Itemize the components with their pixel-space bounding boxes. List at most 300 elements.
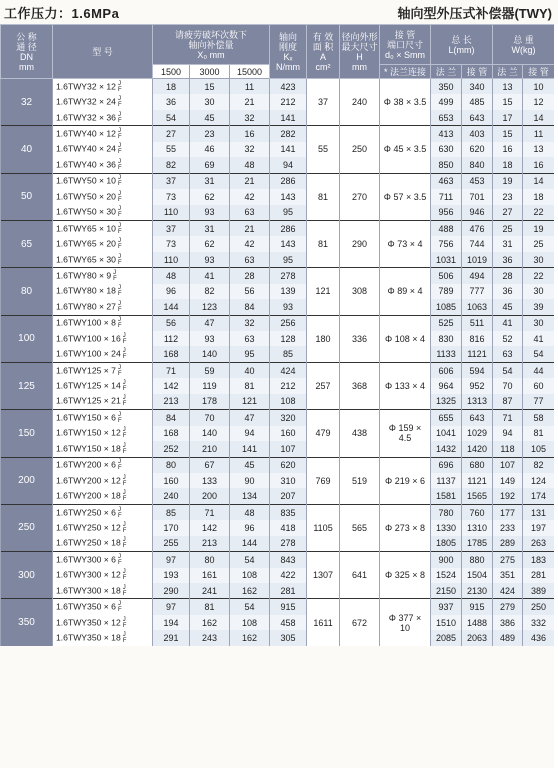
x-3000-cell: 67 [190,457,230,473]
table-row [1,362,555,378]
stiffness-cell: 422 [270,568,307,583]
dn-cell: 65 [1,220,53,267]
length-flange-cell: 964 [431,378,462,393]
pipe-cell: Φ 108 × 4 [380,315,431,362]
length-pipe-cell: 880 [462,552,493,568]
x-1500-cell: 56 [153,315,190,331]
weight-flange-cell: 94 [493,426,523,441]
x-1500-cell: 194 [153,615,190,630]
weight-pipe-cell: 82 [523,457,555,473]
length-flange-cell: 830 [431,331,462,346]
x-1500-cell: 96 [153,284,190,299]
pipe-cell: Φ 325 × 8 [380,552,431,599]
x-1500-cell: 71 [153,362,190,378]
x-3000-cell: 69 [190,157,230,173]
x-1500-cell: 168 [153,346,190,362]
dn-cell: 150 [1,410,53,457]
page-title: 轴向型外压式补偿器(TWY) [397,6,552,21]
weight-flange-cell: 31 [493,236,523,251]
model-cell [53,378,153,393]
length-pipe-cell: 680 [462,457,493,473]
model-cell [53,583,153,599]
area-cell: 1307 [307,552,340,599]
weight-flange-cell: 28 [493,268,523,284]
area-cell: 769 [307,457,340,504]
weight-flange-cell: 386 [493,615,523,630]
height-cell: 308 [340,268,380,315]
x-1500-cell: 54 [153,110,190,126]
area-cell: 37 [307,79,340,126]
dn-cell: 40 [1,126,53,173]
weight-flange-cell: 23 [493,189,523,204]
jf-marker: J F [117,601,122,614]
x-15000-cell: 56 [230,284,270,299]
length-flange-cell: 1330 [431,520,462,535]
x-15000-cell: 42 [230,236,270,251]
table-row [1,236,555,251]
length-flange-cell: 789 [431,284,462,299]
x-1500-cell: 193 [153,568,190,583]
length-pipe-cell: 453 [462,173,493,189]
x-15000-cell: 21 [230,173,270,189]
length-flange-cell: 606 [431,362,462,378]
length-flange-cell: 499 [431,94,462,109]
stiffness-cell: 278 [270,268,307,284]
x-15000-cell: 90 [230,473,270,488]
model-name: 1.6TWY32 × 12 [56,80,116,91]
x-15000-cell: 144 [230,536,270,552]
x-3000-cell: 41 [190,268,230,284]
jf-marker: J F [117,553,122,566]
weight-pipe-cell: 54 [523,346,555,362]
weight-flange-cell: 275 [493,552,523,568]
area-cell: 180 [307,315,340,362]
weight-flange-cell: 70 [493,378,523,393]
weight-flange-cell: 19 [493,173,523,189]
x-3000-cell: 119 [190,378,230,393]
jf-marker: J F [117,175,122,188]
weight-pipe-header: 接 管 [523,65,555,79]
length-flange-cell: 937 [431,599,462,615]
x-15000-cell: 32 [230,315,270,331]
stiffness-cell: 278 [270,536,307,552]
weight-flange-cell: 25 [493,220,523,236]
x-1500-cell: 73 [153,236,190,251]
weight-flange-cell: 279 [493,599,523,615]
weight-pipe-cell: 250 [523,599,555,615]
length-flange-cell: 711 [431,189,462,204]
stiffness-cell: 281 [270,583,307,599]
weight-flange-cell: 45 [493,299,523,315]
model-cell [53,284,153,299]
x-15000-cell: 21 [230,94,270,109]
table-row [1,504,555,520]
weight-flange-cell: 71 [493,410,523,426]
length-pipe-cell: 1420 [462,441,493,457]
cycle-1500-header: 1500 [153,65,190,79]
length-flange-cell: 1524 [431,568,462,583]
x-3000-cell: 23 [190,126,230,142]
weight-pipe-cell: 44 [523,362,555,378]
jf-marker: J F [117,253,122,266]
length-pipe-cell: 816 [462,331,493,346]
x-3000-cell: 140 [190,346,230,362]
length-pipe-cell: 915 [462,599,493,615]
stiffness-cell: 915 [270,599,307,615]
length-pipe-cell: 340 [462,79,493,95]
x-3000-cell: 200 [190,488,230,504]
model-name: 1.6TWY200 × 6 [56,459,116,470]
x-15000-cell: 48 [230,504,270,520]
x-15000-cell: 95 [230,346,270,362]
jf-marker: J F [117,190,122,203]
length-pipe-cell: 1504 [462,568,493,583]
x-1500-cell: 48 [153,268,190,284]
length-flange-cell: 1432 [431,441,462,457]
jf-marker: J F [117,300,122,313]
jf-marker: J F [122,474,127,487]
stiffness-cell: 139 [270,284,307,299]
jf-marker: J F [117,317,122,330]
working-pressure-label: 工作压力：1.6MPa [4,6,120,21]
jf-marker: J F [122,442,127,455]
length-pipe-cell: 1310 [462,520,493,535]
model-cell [53,488,153,504]
length-flange-cell: 488 [431,220,462,236]
length-flange-cell: 506 [431,268,462,284]
x-15000-cell: 108 [230,615,270,630]
model-cell [53,346,153,362]
x-3000-cell: 93 [190,252,230,268]
pipe-cell: Φ 38 × 3.5 [380,79,431,126]
x-3000-cell: 71 [190,504,230,520]
height-cell: 672 [340,599,380,646]
table-row [1,630,555,645]
dn-cell: 100 [1,315,53,362]
jf-marker: J F [122,537,127,550]
stiffness-cell: 620 [270,457,307,473]
table-row [1,126,555,142]
jf-marker: J F [117,80,122,93]
weight-pipe-cell: 105 [523,441,555,457]
weight-pipe-cell: 13 [523,142,555,157]
table-row [1,346,555,362]
x-1500-cell: 110 [153,252,190,268]
model-name: 1.6TWY32 × 24 [56,96,116,107]
model-cell [53,315,153,331]
table-row [1,205,555,221]
stiffness-cell: 94 [270,157,307,173]
jf-marker: J F [122,427,127,440]
model-cell [53,394,153,410]
model-name: 1.6TWY250 × 18 [56,537,121,548]
stiffness-cell: 143 [270,189,307,204]
model-cell [53,552,153,568]
weight-pipe-cell: 81 [523,426,555,441]
length-flange-cell: 756 [431,236,462,251]
x-15000-cell: 32 [230,110,270,126]
weight-pipe-cell: 183 [523,552,555,568]
length-flange-cell: 350 [431,79,462,95]
pipe-header: 接 管 端口尺寸 d₀ × Smm [380,25,431,65]
stiffness-cell: 107 [270,441,307,457]
model-name: 1.6TWY350 × 12 [56,616,121,627]
model-name: 1.6TWY200 × 18 [56,490,121,501]
stiffness-cell: 424 [270,362,307,378]
length-pipe-cell: 952 [462,378,493,393]
model-name: 1.6TWY125 × 21 [56,395,121,406]
area-header: 有 效 面 积 A cm² [307,25,340,79]
height-cell: 641 [340,552,380,599]
length-flange-cell: 1133 [431,346,462,362]
dn-cell: 250 [1,504,53,551]
model-name: 1.6TWY125 × 14 [56,380,121,391]
x-1500-cell: 291 [153,630,190,645]
length-pipe-cell: 2130 [462,583,493,599]
x-15000-cell: 162 [230,583,270,599]
table-row [1,520,555,535]
model-name: 1.6TWY350 × 18 [56,632,121,643]
model-cell [53,457,153,473]
jf-marker: J F [117,128,122,141]
weight-pipe-cell: 197 [523,520,555,535]
weight-flange-cell: 489 [493,630,523,645]
model-name: 1.6TWY100 × 8 [56,317,116,328]
jf-marker: J F [122,380,127,393]
weight-pipe-cell: 11 [523,126,555,142]
weight-pipe-cell: 25 [523,236,555,251]
dn-cell: 200 [1,457,53,504]
length-flange-cell: 1085 [431,299,462,315]
model-name: 1.6TWY80 × 18 [56,285,116,296]
pipe-cell: Φ 377 × 10 [380,599,431,646]
weight-flange-cell: 13 [493,79,523,95]
height-cell: 565 [340,504,380,551]
cycle-3000-header: 3000 [190,65,230,79]
model-name: 1.6TWY150 × 12 [56,427,121,438]
height-cell: 250 [340,126,380,173]
weight-flange-cell: 289 [493,536,523,552]
pipe-cell: Φ 133 × 4 [380,362,431,409]
x-1500-cell: 168 [153,426,190,441]
x-1500-cell: 170 [153,520,190,535]
weight-pipe-cell: 436 [523,630,555,645]
model-cell [53,441,153,457]
x-15000-cell: 54 [230,552,270,568]
model-cell [53,94,153,109]
x-15000-cell: 63 [230,331,270,346]
pipe-cell: Φ 273 × 8 [380,504,431,551]
length-pipe-cell: 744 [462,236,493,251]
weight-pipe-cell: 332 [523,615,555,630]
area-cell: 1105 [307,504,340,551]
model-cell [53,79,153,95]
length-flange-header: 法 兰 [431,65,462,79]
x-1500-cell: 80 [153,457,190,473]
jf-marker: J F [117,158,122,171]
weight-pipe-cell: 30 [523,315,555,331]
table-row [1,142,555,157]
weight-pipe-cell: 124 [523,473,555,488]
table-row [1,441,555,457]
table-row [1,315,555,331]
dn-cell: 125 [1,362,53,409]
length-pipe-cell: 620 [462,142,493,157]
weight-pipe-cell: 19 [523,220,555,236]
x-15000-cell: 54 [230,599,270,615]
weight-pipe-cell: 12 [523,94,555,109]
model-name: 1.6TWY100 × 24 [56,348,121,359]
x-15000-cell: 94 [230,426,270,441]
weight-pipe-cell: 39 [523,299,555,315]
weight-pipe-cell: 30 [523,284,555,299]
length-pipe-cell: 643 [462,410,493,426]
jf-marker: J F [122,521,127,534]
x-15000-cell: 42 [230,189,270,204]
model-cell [53,536,153,552]
jf-marker: J F [122,490,127,503]
length-pipe-cell: 760 [462,504,493,520]
weight-pipe-cell: 14 [523,173,555,189]
height-cell: 336 [340,315,380,362]
x-3000-cell: 59 [190,362,230,378]
x-3000-cell: 213 [190,536,230,552]
stiffness-cell: 93 [270,299,307,315]
length-pipe-cell: 1063 [462,299,493,315]
pipe-cell: Φ 73 × 4 [380,220,431,267]
model-cell [53,630,153,645]
length-pipe-cell: 1565 [462,488,493,504]
x-1500-cell: 73 [153,189,190,204]
x-1500-cell: 255 [153,536,190,552]
model-name: 1.6TWY40 × 24 [56,143,116,154]
length-pipe-cell: 485 [462,94,493,109]
length-flange-cell: 1510 [431,615,462,630]
stiffness-cell: 286 [270,173,307,189]
table-row [1,457,555,473]
table-row [1,299,555,315]
model-name: 1.6TWY100 × 16 [56,332,121,343]
x-3000-cell: 62 [190,189,230,204]
x-15000-cell: 16 [230,126,270,142]
table-row [1,110,555,126]
x-15000-cell: 48 [230,157,270,173]
x-1500-cell: 82 [153,157,190,173]
stiffness-cell: 108 [270,394,307,410]
x-15000-cell: 28 [230,268,270,284]
stiffness-cell: 286 [270,220,307,236]
x-3000-cell: 243 [190,630,230,645]
x-3000-cell: 241 [190,583,230,599]
weight-pipe-cell: 131 [523,504,555,520]
jf-marker: J F [117,111,122,124]
length-flange-cell: 1041 [431,426,462,441]
table-row [1,378,555,393]
x-1500-cell: 85 [153,504,190,520]
x-15000-cell: 96 [230,520,270,535]
length-flange-cell: 900 [431,552,462,568]
dn-cell: 32 [1,79,53,126]
length-flange-cell: 653 [431,110,462,126]
model-name: 1.6TWY125 × 7 [56,364,116,375]
x-1500-cell: 18 [153,79,190,95]
model-name: 1.6TWY300 × 12 [56,569,121,580]
x-1500-cell: 290 [153,583,190,599]
model-cell [53,252,153,268]
dn-cell: 50 [1,173,53,220]
weight-flange-cell: 351 [493,568,523,583]
weight-flange-cell: 118 [493,441,523,457]
cycles-header: 请疲劳破坏次数下 轴向补偿量 X₀ mm [153,25,270,65]
x-1500-cell: 36 [153,94,190,109]
length-flange-cell: 1581 [431,488,462,504]
stiffness-cell: 141 [270,142,307,157]
weight-flange-cell: 233 [493,520,523,535]
model-name: 1.6TWY50 × 30 [56,206,116,217]
weight-pipe-cell: 14 [523,110,555,126]
weight-pipe-cell: 18 [523,189,555,204]
table-row [1,220,555,236]
x-1500-cell: 84 [153,410,190,426]
height-cell: 368 [340,362,380,409]
stiffness-cell: 143 [270,236,307,251]
stiffness-cell: 207 [270,488,307,504]
model-cell [53,268,153,284]
length-flange-cell: 956 [431,205,462,221]
weight-pipe-cell: 16 [523,157,555,173]
length-flange-cell: 1031 [431,252,462,268]
weight-pipe-cell: 174 [523,488,555,504]
jf-marker: J F [122,395,127,408]
jf-marker: J F [117,411,122,424]
x-15000-cell: 81 [230,378,270,393]
model-name: 1.6TWY32 × 36 [56,111,116,122]
table-row [1,410,555,426]
x-1500-cell: 97 [153,599,190,615]
spec-table-body [1,79,555,646]
weight-flange-cell: 36 [493,284,523,299]
weight-flange-cell: 149 [493,473,523,488]
weight-pipe-cell: 60 [523,378,555,393]
x-3000-cell: 82 [190,284,230,299]
model-name: 1.6TWY200 × 12 [56,474,121,485]
length-pipe-cell: 777 [462,284,493,299]
length-flange-cell: 525 [431,315,462,331]
length-pipe-cell: 643 [462,110,493,126]
table-row [1,157,555,173]
height-cell: 438 [340,410,380,457]
table-row [1,79,555,95]
length-flange-cell: 1137 [431,473,462,488]
height-cell: 270 [340,173,380,220]
weight-pipe-cell: 10 [523,79,555,95]
x-3000-cell: 70 [190,410,230,426]
stiffness-cell: 95 [270,252,307,268]
x-1500-cell: 37 [153,173,190,189]
x-1500-cell: 240 [153,488,190,504]
x-3000-cell: 31 [190,220,230,236]
model-cell [53,173,153,189]
x-15000-cell: 11 [230,79,270,95]
model-name: 1.6TWY40 × 36 [56,159,116,170]
stiffness-cell: 160 [270,426,307,441]
length-flange-cell: 2150 [431,583,462,599]
weight-flange-cell: 36 [493,252,523,268]
length-flange-cell: 2085 [431,630,462,645]
length-flange-cell: 850 [431,157,462,173]
length-flange-cell: 655 [431,410,462,426]
length-flange-cell: 463 [431,173,462,189]
